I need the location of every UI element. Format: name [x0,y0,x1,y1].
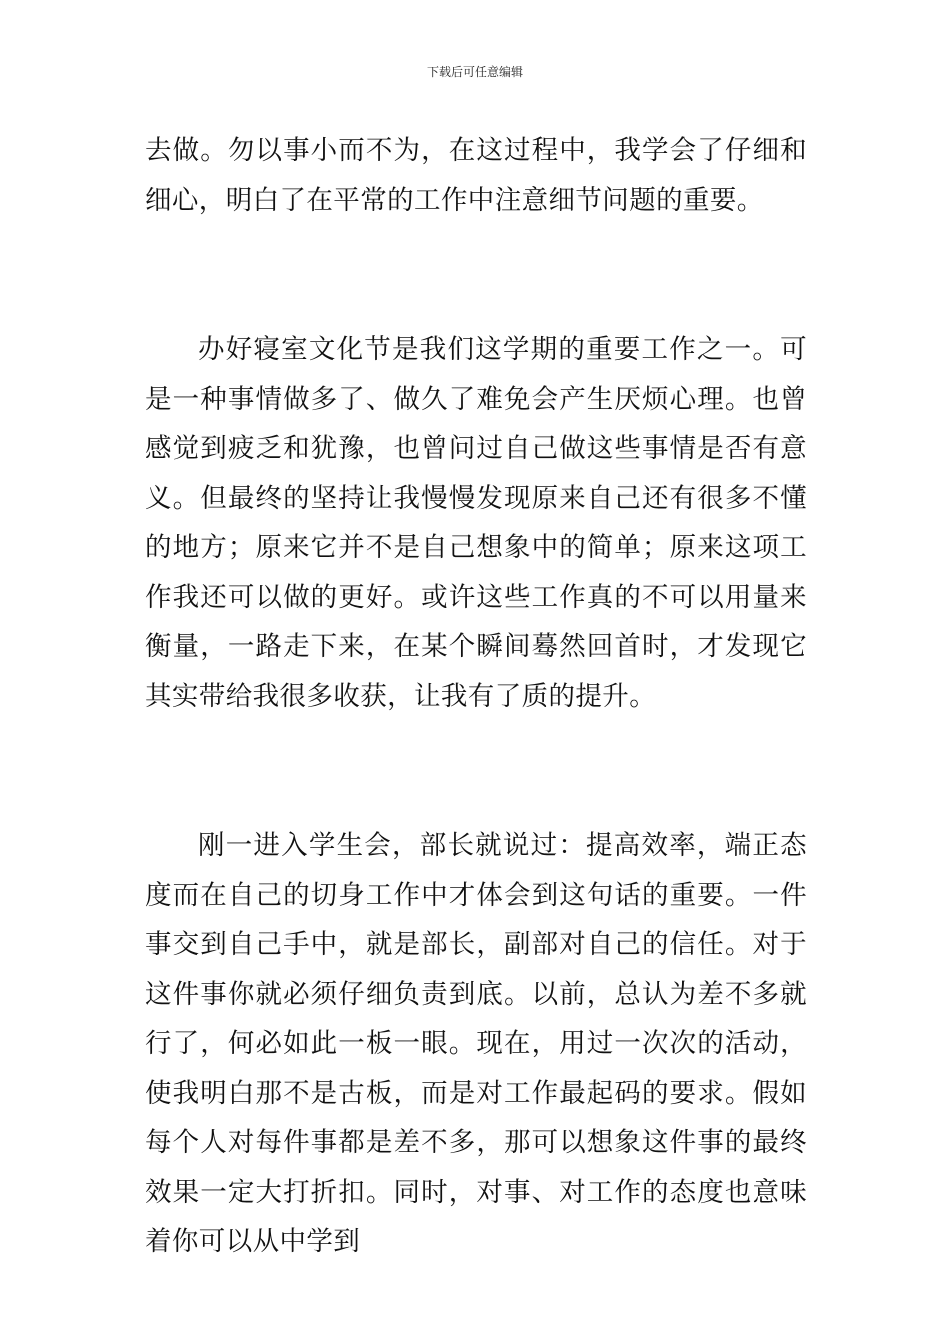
paragraph-continuation: 去做。勿以事小而不为，在这过程中，我学会了仔细和细心，明白了在平常的工作中注意细节问题的重要。 [145,135,807,216]
page-header-note: 下载后可任意编辑 [426,65,523,79]
paragraph-student-union: 刚一进入学生会，部长就说过：提高效率，端正态度而在自己的切身工作中才体会到这句话的重要。一件事交到自己手中，就是部长，副部对自己的信任。对于这件事你就必须仔细负责到底。以前，总认为差不多就行了，何必如此一板一眼。现在，用过一次次的活动，使我明白那不是古板，而是对工作最起码的要求。假如每个人对每件事都是差不多，那可以想象这件事的最终效果一定大打折扣。同时，对事、对工作的态度也意味着你可以从中学到 [145,830,807,1257]
paragraph-dorm-culture-festival: 办好寝室文化节是我们这学期的重要工作之一。可是一种事情做多了、做久了难免会产生厌烦心理。也曾感觉到疲乏和犹豫，也曾问过自己做这些事情是否有意义。但最终的坚持让我慢慢发现原来自己还有很多不懂的地方；原来它并不是自己想象中的简单；原来这项工作我还可以做的更好。或许这些工作真的不可以用量来衡量，一路走下来，在某个瞬间蓦然回首时，才发现它其实带给我很多收获，让我有了质的提升。 [145,334,807,712]
